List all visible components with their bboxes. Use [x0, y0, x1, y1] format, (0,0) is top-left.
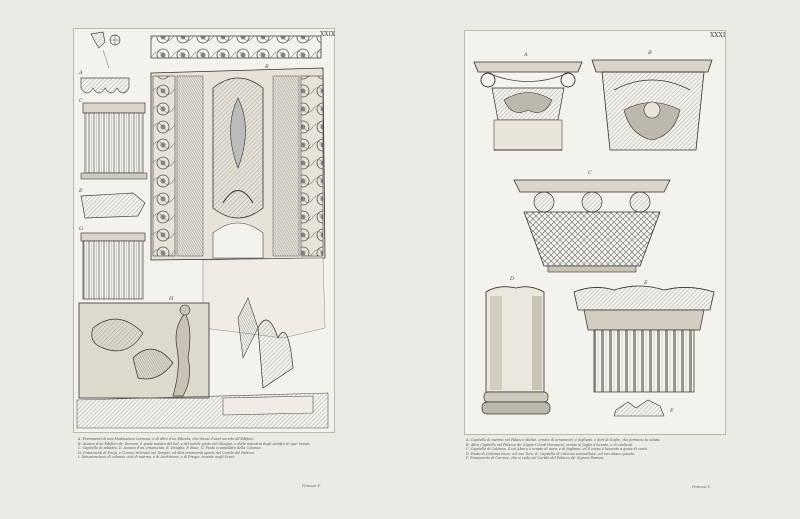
right-caption-line: F. Frammento di Cornice, che si vede nel Cortile del Palazzo de' Signori Farnesi.: [466, 456, 605, 461]
fig-label-c: C: [79, 98, 83, 104]
molding-profile: [81, 78, 129, 93]
fig-label-c: C: [588, 170, 592, 176]
left-caption-line: A. Frammenti di una Modinatura Corinzia, e di altre d'un Edicola, che dicesi d'aver servito all'Edificio.: [78, 437, 255, 441]
fig-label-b: B: [265, 64, 269, 70]
fig-label-a: A: [79, 70, 83, 76]
fig-label-d: D: [510, 276, 515, 282]
fig-label-g: G: [79, 226, 83, 232]
right-engraving-plate: [464, 30, 726, 435]
capital-a: [474, 62, 582, 150]
left-caption-line: H. Frammenti di Fregi, e Cornici ritrovati nel Tempio, ed altri ornamenti sparsi nel Cortile del Palazzo.: [78, 450, 256, 455]
right-caption-line: B. Altro Capitello nel Palazzo de' Signori Conti Fomasoni, ornato di foglie d'Acanto, e di caulicoli.: [466, 442, 634, 447]
right-plate-number: XXXI: [710, 32, 726, 39]
fig-label-a: A: [524, 52, 528, 58]
ornamental-relief-b: [151, 68, 325, 260]
left-caption-line: I. Dimostrazione di colonne cioè di marmo, e di Architrave, e di Fregio, trovate negli Scavi.: [78, 455, 235, 460]
rosette-frieze: [151, 36, 321, 58]
left-engraving-drawing: [73, 28, 335, 433]
left-plate-number: XXIX: [320, 31, 336, 38]
cornice-fragment-f: [614, 400, 664, 416]
fragment-ornament-top: [91, 32, 120, 68]
capital-c-basket: [514, 180, 670, 272]
left-caption-line: B. Avanzo d'un Edificio de' Romani, il quale mostra del bel, e del nobile gusto del disegno, e della maestria degli Artefici di que' tempi.: [78, 441, 310, 446]
right-caption: [466, 438, 724, 484]
relief-panel-h: [79, 303, 209, 398]
ruin-wall: [203, 258, 325, 388]
left-caption: [78, 437, 330, 483]
ground-block: [223, 396, 313, 415]
capital-e-fluted: [574, 286, 714, 392]
left-caption-line: C. Capitello di pilastro, D. Avanzo d'un ornamento, E. Intaglio, F. Base, G. Fusto scannellato della Colonna.: [78, 446, 262, 451]
fig-label-b: B: [648, 50, 652, 56]
fig-label-f: F: [670, 408, 674, 414]
left-signature: Piranesi F.: [302, 484, 321, 488]
right-engraving-drawing: [464, 30, 726, 435]
fluted-pilaster-c: [81, 103, 147, 179]
left-engraving-plate: [73, 28, 335, 433]
stone-slab-e: [81, 193, 145, 218]
right-caption-line: A. Capitello di marmo nel Palazzo Mattei, ornato di ornamenti, e fogliami, e fiori di Giglio, che formano la voluta.: [466, 438, 661, 442]
fig-label-e: E: [79, 188, 83, 194]
fig-label-e: E: [644, 280, 648, 286]
right-caption-line: C. Capitello di Colonna, il cui Abaco è ornato di uova, e di fogliami, ed il corpo è lavorato a guisa di cesto.: [466, 447, 648, 452]
fluted-pilaster-g: [81, 233, 145, 299]
capital-b: [592, 60, 712, 150]
right-signature: Piranesi F.: [692, 485, 711, 489]
right-caption-line: D. Fusto di Colonna liscio, col suo Toro, E. Capitello di Colonna scannellata, col suo Abaco guasto.: [466, 451, 635, 456]
column-shaft-d: [482, 287, 550, 414]
fig-label-h: H: [169, 296, 174, 302]
